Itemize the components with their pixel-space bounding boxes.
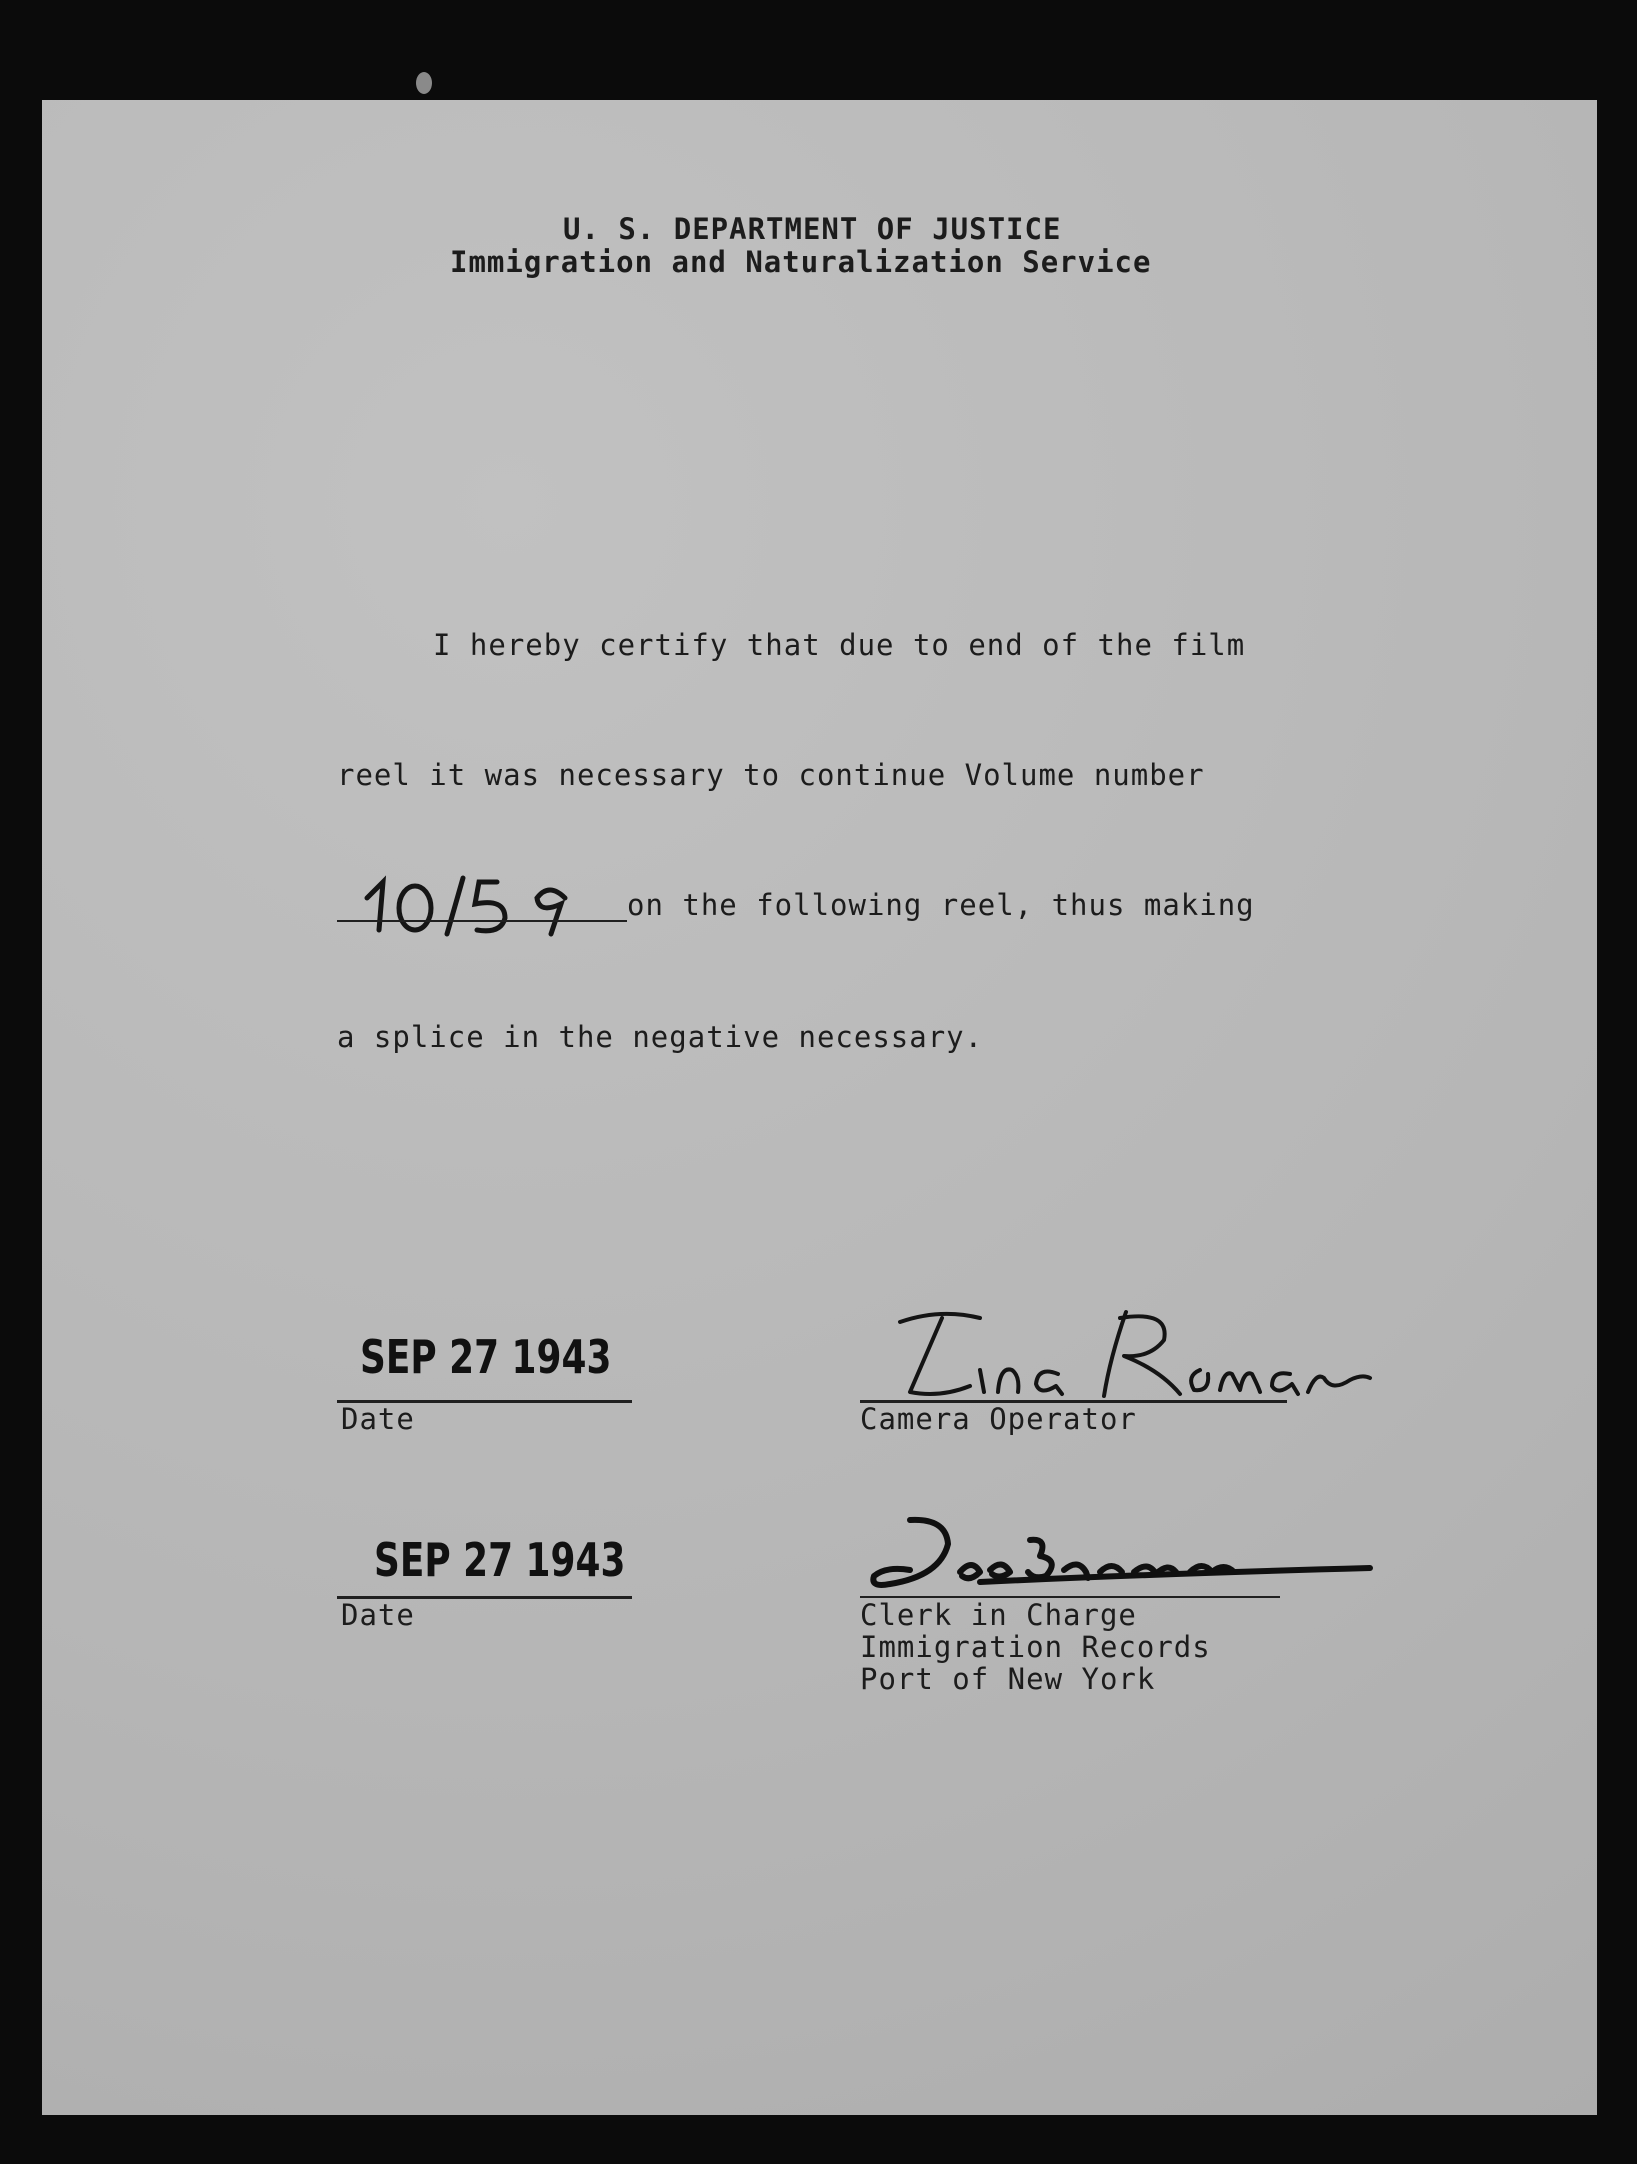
date-label-2: Date: [341, 1598, 415, 1632]
service-title: Immigration and Naturalization Service: [450, 245, 1152, 279]
certification-line-4: a splice in the negative necessary.: [337, 1020, 984, 1054]
volume-number-handwritten: [355, 868, 615, 938]
date-stamp-2: SEP 27 1943: [374, 1533, 626, 1587]
clerk-title-3: Port of New York: [860, 1662, 1156, 1696]
certification-line-1: I hereby certify that due to end of the film: [433, 628, 1246, 662]
certification-line-3: on the following reel, thus making: [627, 888, 1255, 922]
document-page: [42, 100, 1597, 2115]
certification-line-2: reel it was necessary to continue Volume number: [337, 758, 1205, 792]
volume-number-underline: [337, 920, 627, 922]
camera-operator-label: Camera Operator: [860, 1402, 1137, 1436]
date-label-1: Date: [341, 1402, 415, 1436]
date-stamp-1: SEP 27 1943: [360, 1330, 612, 1384]
camera-operator-signature: [880, 1300, 1380, 1410]
paper-blemish: [416, 72, 432, 94]
clerk-title-2: Immigration Records: [860, 1630, 1211, 1664]
clerk-title-1: Clerk in Charge: [860, 1598, 1137, 1632]
agency-title: U. S. DEPARTMENT OF JUSTICE: [563, 212, 1062, 246]
